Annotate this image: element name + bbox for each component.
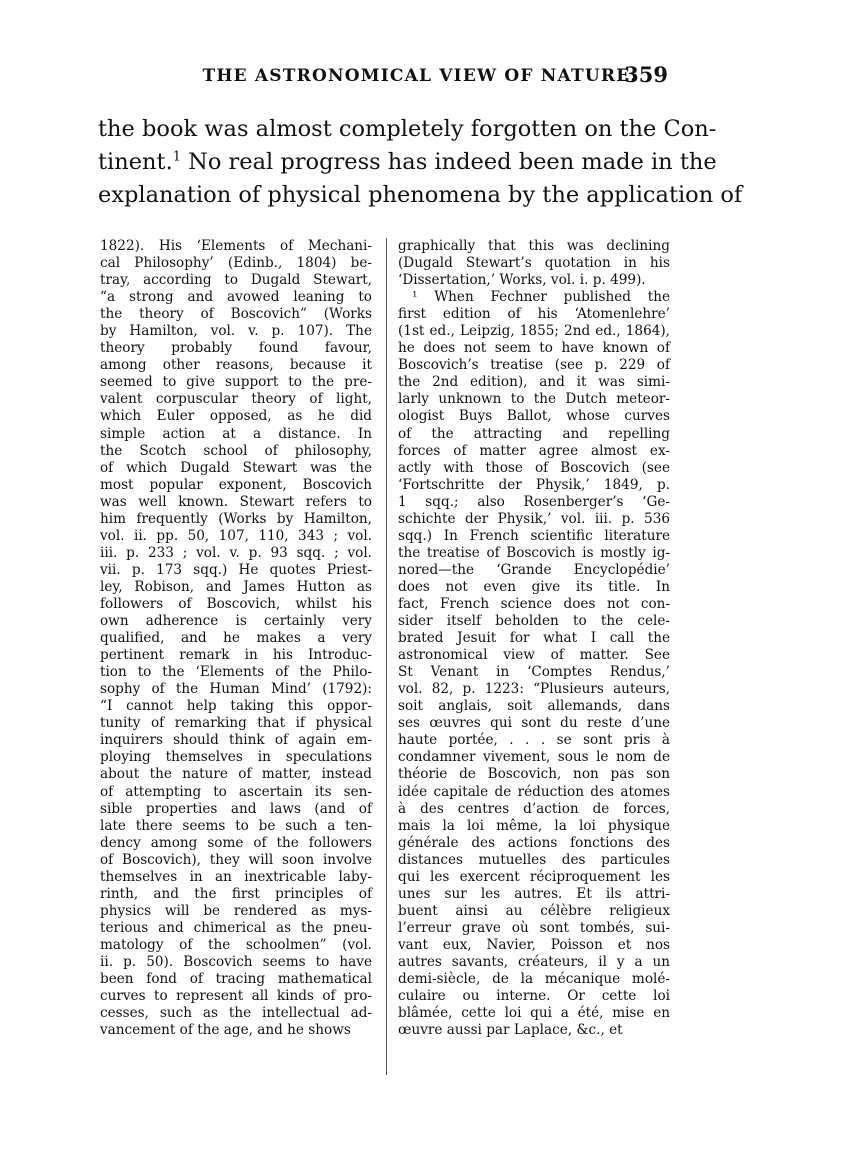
footnote-line: own adherence is certainly very bbox=[100, 613, 372, 630]
footnote-line: theory probably found favour, bbox=[100, 340, 372, 357]
footnote-line: sophy of the Human Mind’ (1792): bbox=[100, 681, 372, 698]
column-divider bbox=[386, 238, 387, 1075]
footnote-line: the treatise of Boscovich is mostly ig- bbox=[398, 544, 670, 561]
footnote-line: “I cannot help taking this oppor- bbox=[100, 698, 372, 715]
footnote-line: vii. p. 173 sqq.) He quotes Priest- bbox=[100, 561, 372, 578]
footnote-line: distances mutuelles des particules bbox=[398, 851, 670, 868]
footnote-line: graphically that this was declining bbox=[398, 238, 670, 254]
footnote-line: (Dugald Stewart’s quotation in his bbox=[398, 255, 670, 272]
page-number: 359 bbox=[624, 62, 668, 87]
footnote-line: schichte der Physik,’ vol. iii. p. 536 bbox=[398, 510, 670, 527]
footnote-line: ologist Buys Ballot, whose curves bbox=[398, 408, 670, 425]
main-line-2-rest: No real progress has indeed been made in the bbox=[181, 149, 717, 175]
footnote-line: was well known. Stewart refers to bbox=[100, 493, 372, 510]
footnote-line: qualified, and he makes a very bbox=[100, 630, 372, 647]
footnote-line: 1822). His ‘Elements of Mechani- bbox=[100, 238, 372, 254]
footnote-line: he does not seem to have known of bbox=[398, 340, 670, 357]
footnote-reference: 1 bbox=[172, 149, 182, 165]
footnote-line: him frequently (Works by Hamilton, bbox=[100, 510, 372, 527]
footnote-line: tion to the ‘Elements of the Philo- bbox=[100, 664, 372, 681]
footnote-line: does not even give its title. In bbox=[398, 578, 670, 595]
footnote-line: of the attracting and repelling bbox=[398, 425, 670, 442]
footnote-line: culaire ou interne. Or cette loi bbox=[398, 988, 670, 1005]
footnote-line: cal Philosophy’ (Edinb., 1804) be- bbox=[100, 255, 372, 272]
footnote-line: followers of Boscovich, whilst his bbox=[100, 595, 372, 612]
footnote-line: fact, French science does not con- bbox=[398, 595, 670, 612]
footnote-left-column bbox=[100, 238, 372, 1039]
footnote-line: seemed to give support to the pre- bbox=[100, 374, 372, 391]
footnote-line: vant eux, Navier, Poisson et nos bbox=[398, 936, 670, 953]
footnote-line: the theory of Boscovich” (Works bbox=[100, 306, 372, 323]
footnote-line: tray, according to Dugald Stewart, bbox=[100, 272, 372, 289]
footnote-line: iii. p. 233 ; vol. v. p. 93 sqq. ; vol. bbox=[100, 544, 372, 561]
footnote-line: the 2nd edition), and it was simi- bbox=[398, 374, 670, 391]
footnote-line: themselves in an inextricable laby- bbox=[100, 868, 372, 885]
footnote-line: œuvre aussi par Laplace, &c., et bbox=[398, 1022, 623, 1039]
footnote-line: ‘Dissertation,’ Works, vol. i. p. 499). bbox=[398, 272, 646, 289]
footnote-line: à des centres d’action de forces, bbox=[398, 800, 670, 817]
footnote-line: autres savants, créateurs, il y a un bbox=[398, 953, 670, 970]
footnote-line: astronomical view of matter. See bbox=[398, 647, 670, 664]
footnote-line: late there seems to be such a ten- bbox=[100, 817, 372, 834]
footnote-line: ¹ When Fechner published the bbox=[412, 289, 670, 306]
footnote-line: blâmée, cette loi qui a été, mise en bbox=[398, 1005, 670, 1022]
running-title: THE ASTRONOMICAL VIEW OF NATURE. bbox=[202, 66, 638, 86]
footnote-line: Boscovich’s treatise (see p. 229 of bbox=[398, 357, 670, 374]
footnote-line: théorie de Boscovich, non pas son bbox=[398, 766, 670, 783]
footnote-line: sible properties and laws (and of bbox=[100, 800, 372, 817]
footnote-line: physics will be rendered as mys- bbox=[100, 902, 372, 919]
footnote-line: ploying themselves in speculations bbox=[100, 749, 372, 766]
footnote-line: mais la loi même, la loi physique bbox=[398, 817, 670, 834]
footnote-line: condamner vivement, sous le nom de bbox=[398, 749, 670, 766]
footnote-line: ses œuvres qui sont du reste d’une bbox=[398, 715, 670, 732]
footnote-line: actly with those of Boscovich (see bbox=[398, 459, 670, 476]
footnote-line: dency among some of the followers bbox=[100, 834, 372, 851]
footnote-line: ii. p. 50). Boscovich seems to have bbox=[100, 953, 372, 970]
footnote-line: by Hamilton, vol. v. p. 107). The bbox=[100, 323, 372, 340]
footnote-line: (1st ed., Leipzig, 1855; 2nd ed., 1864), bbox=[398, 323, 670, 340]
footnote-line: idée capitale de réduction des atomes bbox=[398, 783, 670, 800]
footnote-line: l’erreur grave où sont tombés, sui- bbox=[398, 919, 670, 936]
main-text bbox=[98, 113, 743, 212]
main-line-2-start: tinent. bbox=[98, 149, 173, 175]
footnote-line: 1 sqq.; also Rosenberger’s ‘Ge- bbox=[398, 493, 670, 510]
footnote-line: ‘Fortschritte der Physik,’ 1849, p. bbox=[398, 476, 670, 493]
main-line-3: explanation of physical phenomena by the application of bbox=[98, 182, 743, 208]
footnote-line: soit anglais, soit allemands, dans bbox=[398, 698, 670, 715]
footnote-right-column bbox=[398, 238, 670, 1039]
footnote-line: of attempting to ascertain its sen- bbox=[100, 783, 372, 800]
footnote-line: sider itself beholden to the cele- bbox=[398, 613, 670, 630]
footnote-line: générale des actions fonctions des bbox=[398, 834, 670, 851]
footnote-line: been fond of tracing mathematical bbox=[100, 971, 372, 988]
footnote-line: cesses, such as the intellectual ad- bbox=[100, 1005, 372, 1022]
footnote-line: St Venant in ‘Comptes Rendus,’ bbox=[398, 664, 670, 681]
footnote-line: pertinent remark in his Introduc- bbox=[100, 647, 372, 664]
footnote-line: simple action at a distance. In bbox=[100, 425, 372, 442]
footnote-line: qui les exercent réciproquement les bbox=[398, 868, 670, 885]
footnote-line: valent corpuscular theory of light, bbox=[100, 391, 372, 408]
footnote-line: larly unknown to the Dutch meteor- bbox=[398, 391, 670, 408]
main-line-1: the book was almost completely forgotten on the Con- bbox=[98, 116, 717, 142]
footnote-line: among other reasons, because it bbox=[100, 357, 372, 374]
footnote-line: which Euler opposed, as he did bbox=[100, 408, 372, 425]
footnote-line: brated Jesuit for what I call the bbox=[398, 630, 670, 647]
footnote-line: buent ainsi au célèbre religieux bbox=[398, 902, 670, 919]
footnote-line: unes sur les autres. Et ils attri- bbox=[398, 885, 670, 902]
footnote-line: haute portée, . . . se sont pris à bbox=[398, 732, 670, 749]
footnote-line: most popular exponent, Boscovich bbox=[100, 476, 372, 493]
footnote-line: the Scotch school of philosophy, bbox=[100, 442, 372, 459]
footnote-line: terious and chimerical as the pneu- bbox=[100, 919, 372, 936]
footnote-line: of Boscovich), they will soon involve bbox=[100, 851, 372, 868]
footnote-line: inquirers should think of again em- bbox=[100, 732, 372, 749]
footnote-line: demi-siècle, de la mécanique molé- bbox=[398, 971, 670, 988]
footnote-line: about the nature of matter, instead bbox=[100, 766, 372, 783]
footnote-line: ley, Robison, and James Hutton as bbox=[100, 578, 372, 595]
footnote-line: vancement of the age, and he shows bbox=[100, 1022, 351, 1039]
footnote-line: vol. 82, p. 1223: “Plusieurs auteurs, bbox=[398, 681, 670, 698]
footnote-line: rinth, and the first principles of bbox=[100, 885, 372, 902]
footnote-line: tunity of remarking that if physical bbox=[100, 715, 372, 732]
main-line-2 bbox=[98, 146, 717, 179]
footnote-line: curves to represent all kinds of pro- bbox=[100, 988, 372, 1005]
footnote-line: matology of the schoolmen” (vol. bbox=[100, 936, 372, 953]
footnote-line: sqq.) In French scientific literature bbox=[398, 527, 670, 544]
footnote-line: first edition of his ‘Atomenlehre’ bbox=[398, 306, 670, 323]
footnote-line: forces of matter agree almost ex- bbox=[398, 442, 670, 459]
footnote-line: of which Dugald Stewart was the bbox=[100, 459, 372, 476]
footnote-line: nored—the ‘Grande Encyclopédie’ bbox=[398, 561, 670, 578]
footnote-line: “a strong and avowed leaning to bbox=[100, 289, 372, 306]
footnote-line: vol. ii. pp. 50, 107, 110, 343 ; vol. bbox=[100, 527, 372, 544]
